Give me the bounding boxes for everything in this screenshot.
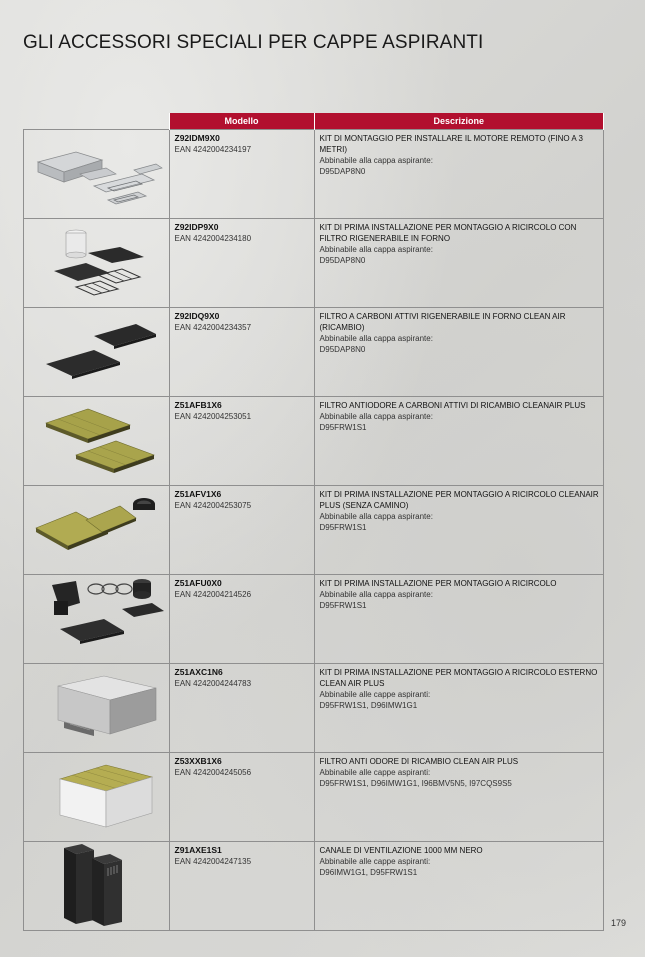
- model-code: Z92IDQ9X0: [174, 311, 220, 321]
- product-image-cell: [24, 397, 170, 486]
- description-title: KIT DI PRIMA INSTALLAZIONE PER MONTAGGIO A RICIRCOLO: [319, 579, 557, 588]
- compatible-models: D95DAP8N0: [319, 256, 366, 265]
- compatible-models: D95FRW1S1, D96IMW1G1, I96BMV5N5, I97CQS9S5: [319, 779, 512, 788]
- model-cell: [169, 842, 314, 931]
- ean-code: EAN 4242004253075: [174, 501, 252, 510]
- compatibility-label: Abbinabile alla cappa aspirante:: [319, 156, 433, 165]
- compatibility-label: Abbinabile alla cappa aspirante:: [319, 590, 433, 599]
- header-model: Modello: [169, 113, 314, 130]
- table-row: [24, 397, 604, 486]
- description-title: FILTRO A CARBONI ATTIVI RIGENERABILE IN FORNO CLEAN AIR (RICAMBIO): [319, 312, 566, 332]
- description-cell: [314, 753, 604, 842]
- compatibility-label: Abbinabile alle cappe aspiranti:: [319, 768, 431, 777]
- table-header-row: [24, 113, 604, 130]
- product-image-cell: [24, 486, 170, 575]
- model-cell: [169, 130, 314, 219]
- model-code: Z51AFV1X6: [174, 489, 222, 499]
- compatible-models: D95FRW1S1: [319, 423, 367, 432]
- description-title: CANALE DI VENTILAZIONE 1000 MM NERO: [319, 846, 483, 855]
- ean-code: EAN 4242004214526: [174, 590, 252, 599]
- carbon-filters-image: [24, 308, 169, 394]
- ean-code: EAN 4242004234180: [174, 234, 252, 243]
- table-row: [24, 753, 604, 842]
- description-title: KIT DI PRIMA INSTALLAZIONE PER MONTAGGIO A RICIRCOLO CON FILTRO RIGENERABILE IN FORNO: [319, 223, 577, 243]
- ean-code: EAN 4242004245056: [174, 768, 252, 777]
- description-title: FILTRO ANTI ODORE DI RICAMBIO CLEAN AIR PLUS: [319, 757, 519, 766]
- model-code: Z92IDP9X0: [174, 222, 219, 232]
- product-image-cell: [24, 753, 170, 842]
- description-title: FILTRO ANTIODORE A CARBONI ATTIVI DI RICAMBIO CLEANAIR PLUS: [319, 401, 586, 410]
- model-code: Z51AXC1N6: [174, 667, 223, 677]
- external-module-image: [24, 664, 169, 750]
- table-row: [24, 219, 604, 308]
- model-cell: [169, 664, 314, 753]
- compatibility-label: Abbinabile alle cappe aspiranti:: [319, 690, 431, 699]
- table-row: [24, 130, 604, 219]
- table-row: [24, 842, 604, 931]
- compatibility-label: Abbinabile alla cappa aspirante:: [319, 245, 433, 254]
- product-image-cell: [24, 130, 170, 219]
- model-cell: [169, 219, 314, 308]
- compatibility-label: Abbinabile alla cappa aspirante:: [319, 412, 433, 421]
- description-cell: [314, 842, 604, 931]
- recirculation-kit-image: [24, 219, 169, 305]
- product-image-cell: [24, 842, 170, 931]
- ean-code: EAN 4242004234357: [174, 323, 252, 332]
- compatible-models: D95DAP8N0: [319, 167, 366, 176]
- description-cell: [314, 575, 604, 664]
- compatible-models: D95FRW1S1, D96IMW1G1: [319, 701, 418, 710]
- compatibility-label: Abbinabile alla cappa aspirante:: [319, 334, 433, 343]
- model-code: Z51AFU0X0: [174, 578, 222, 588]
- compatible-models: D95FRW1S1: [319, 523, 367, 532]
- compatible-models: D95FRW1S1: [319, 601, 367, 610]
- header-image-cell: [24, 113, 170, 130]
- model-cell: [169, 753, 314, 842]
- model-code: Z53XXB1X6: [174, 756, 222, 766]
- table-row: [24, 575, 604, 664]
- duct-kit-image: [24, 575, 169, 661]
- product-image-cell: [24, 575, 170, 664]
- product-image-cell: [24, 219, 170, 308]
- black-chimney-image: [24, 842, 169, 928]
- odour-filters-image: [24, 397, 169, 483]
- page-number: 179: [611, 918, 627, 928]
- ean-code: EAN 4242004253051: [174, 412, 252, 421]
- description-cell: [314, 664, 604, 753]
- table-row: [24, 664, 604, 753]
- product-image-cell: [24, 308, 170, 397]
- description-cell: [314, 308, 604, 397]
- model-cell: [169, 308, 314, 397]
- mounting-kit-image: [24, 130, 169, 216]
- description-title: KIT DI PRIMA INSTALLAZIONE PER MONTAGGIO A RICIRCOLO ESTERNO CLEAN AIR PLUS: [319, 668, 598, 688]
- ean-code: EAN 4242004247135: [174, 857, 252, 866]
- compatibility-label: Abbinabile alle cappe aspiranti:: [319, 857, 431, 866]
- accessories-table: [23, 113, 604, 931]
- description-cell: [314, 486, 604, 575]
- compatibility-label: Abbinabile alla cappa aspirante:: [319, 512, 433, 521]
- model-code: Z51AFB1X6: [174, 400, 222, 410]
- header-description: Descrizione: [314, 113, 604, 130]
- table-row: [24, 486, 604, 575]
- model-cell: [169, 486, 314, 575]
- table-row: [24, 308, 604, 397]
- model-cell: [169, 397, 314, 486]
- description-cell: [314, 219, 604, 308]
- model-cell: [169, 575, 314, 664]
- page-title: GLI ACCESSORI SPECIALI PER CAPPE ASPIRANTI: [23, 32, 484, 53]
- cleanair-kit-image: [24, 486, 169, 572]
- description-cell: [314, 397, 604, 486]
- model-code: Z91AXE1S1: [174, 845, 222, 855]
- product-image-cell: [24, 664, 170, 753]
- compatible-models: D96IMW1G1, D95FRW1S1: [319, 868, 418, 877]
- ean-code: EAN 4242004234197: [174, 145, 252, 154]
- description-cell: [314, 130, 604, 219]
- filter-cube-image: [24, 753, 169, 839]
- compatible-models: D95DAP8N0: [319, 345, 366, 354]
- model-code: Z92IDM9X0: [174, 133, 220, 143]
- description-title: KIT DI MONTAGGIO PER INSTALLARE IL MOTORE REMOTO (FINO A 3 METRI): [319, 134, 583, 154]
- ean-code: EAN 4242004244783: [174, 679, 252, 688]
- description-title: KIT DI PRIMA INSTALLAZIONE PER MONTAGGIO A RICIRCOLO CLEANAIR PLUS (SENZA CAMINO): [319, 490, 599, 510]
